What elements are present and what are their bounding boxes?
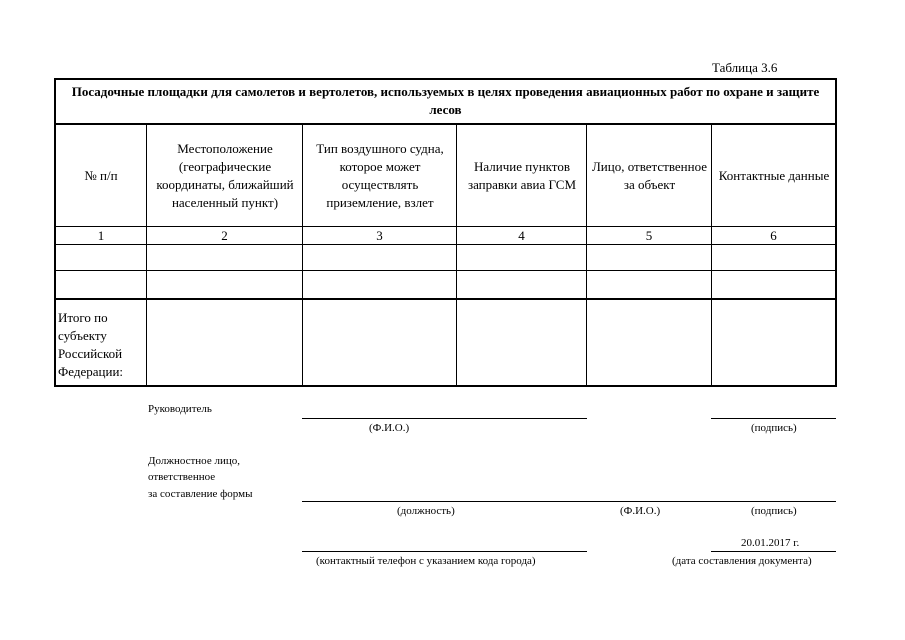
col-divider-1 [146, 124, 147, 386]
col-number-1: 1 [97, 227, 105, 243]
official-line [302, 501, 836, 502]
head-label: Руководитель [148, 403, 212, 415]
col-number-3: 3 [376, 227, 383, 243]
official-label-3: за составление формы [148, 488, 253, 500]
position-caption: (должность) [397, 505, 455, 517]
header-contacts: Контактные данные [718, 167, 830, 183]
table-bottom-border [54, 385, 837, 387]
col-divider-3 [456, 124, 457, 386]
signature-caption-2: (подпись) [751, 505, 797, 517]
row-separator-2 [54, 298, 837, 300]
header-aircraft-type: Тип воздушного судна, которое может осуществлять приземление, взлет [316, 140, 444, 210]
signature-caption: (подпись) [751, 422, 797, 434]
col-number-2: 2 [221, 227, 228, 243]
row-separator-1 [54, 270, 837, 271]
head-fio-line [302, 418, 587, 419]
date-value: 20.01.2017 г. [741, 537, 800, 549]
official-label-2: ответственное [148, 471, 216, 483]
col-divider-4 [586, 124, 587, 386]
header-location: Местоположение (географические координаты, ближайший населенный пункт) [156, 140, 294, 210]
fio-caption: (Ф.И.О.) [369, 422, 410, 434]
col-number-4: 4 [518, 227, 525, 243]
date-line [711, 551, 836, 552]
head-signature-line [711, 418, 836, 419]
official-label-1: Должностное лицо, [148, 455, 240, 467]
col-number-6: 6 [770, 227, 777, 243]
col-divider-2 [302, 124, 303, 386]
phone-caption: (контактный телефон с указанием кода города) [316, 555, 536, 567]
table-caption: Таблица 3.6 [712, 60, 778, 75]
fio-caption-2: (Ф.И.О.) [620, 505, 661, 517]
header-responsible-person: Лицо, ответственное за объект [591, 158, 708, 192]
table-title: Посадочные площадки для самолетов и вертолетов, используемых в целях проведения авиационных работ по охране и защите лесов [71, 84, 820, 117]
numbers-separator [54, 244, 837, 245]
header-number: № п/п [84, 167, 118, 183]
col-divider-5 [711, 124, 712, 386]
date-caption: (дата составления документа) [672, 555, 812, 567]
col-number-5: 5 [645, 227, 653, 243]
total-label: Итого по субъекту Российской Федерации: [58, 310, 124, 379]
phone-line [302, 551, 587, 552]
header-fuel-stations: Наличие пунктов заправки авиа ГСМ [467, 158, 577, 192]
